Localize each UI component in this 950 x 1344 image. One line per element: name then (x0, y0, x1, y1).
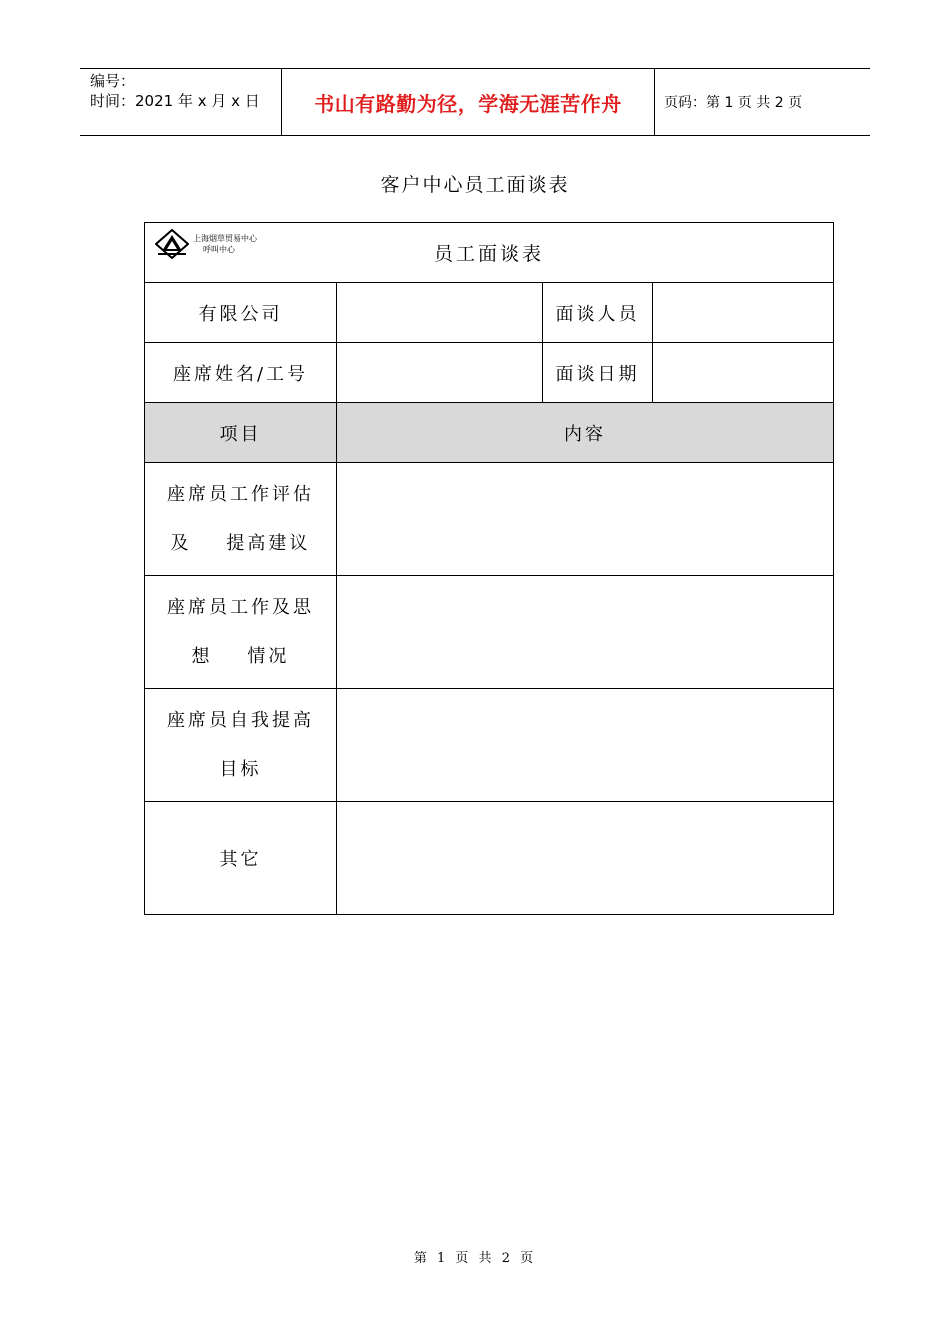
interview-form (144, 222, 834, 915)
self-improvement-content-field[interactable] (337, 689, 834, 802)
page-header (80, 68, 870, 136)
row-label-line: 座席员工作评估 (167, 484, 314, 505)
row-label-line: 想 情况 (191, 646, 290, 667)
logo-emblem-icon (155, 229, 189, 259)
document-number-label: 编号： (90, 72, 136, 90)
header-meta (90, 71, 280, 111)
company-logo (155, 229, 257, 259)
logo-text (193, 233, 257, 255)
logo-line-dept: 呼叫中心 (203, 245, 235, 254)
row-label-line: 目标 (219, 759, 262, 780)
other-content-field[interactable] (337, 802, 834, 915)
interviewer-field[interactable] (653, 283, 834, 343)
row-label-self-improvement (145, 689, 337, 802)
form-header-cell (145, 223, 834, 283)
table-row (145, 689, 834, 802)
agent-name-id-field[interactable] (337, 343, 543, 403)
row-label-other: 其它 (145, 802, 337, 915)
column-header-item: 项目 (145, 403, 337, 463)
table-row (145, 802, 834, 915)
company-label: 有限公司 (145, 283, 337, 343)
agent-name-id-label: 座席姓名/工号 (145, 343, 337, 403)
row-label-line: 座席员工作及思 (167, 597, 314, 618)
table-row (145, 576, 834, 689)
company-field[interactable] (337, 283, 543, 343)
header-divider-right (654, 69, 655, 135)
interview-date-field[interactable] (653, 343, 834, 403)
interviewer-label: 面谈人员 (543, 283, 653, 343)
document-title: 客户中心员工面谈表 (380, 174, 570, 196)
work-thoughts-content-field[interactable] (337, 576, 834, 689)
interview-date-label: 面谈日期 (543, 343, 653, 403)
row-label-line: 座席员自我提高 (167, 710, 314, 731)
row-label-line: 及 提高建议 (170, 533, 311, 554)
form-title: 员工面谈表 (434, 243, 545, 265)
header-motto: 书山有路勤为径，学海无涯苦作舟 (314, 91, 622, 116)
row-label-work-thoughts (145, 576, 337, 689)
logo-line-org: 上海烟草贸易中心 (193, 234, 257, 243)
row-label-evaluation (145, 463, 337, 576)
header-page-number: 页码：第 1 页 共 2 页 (664, 95, 803, 111)
evaluation-content-field[interactable] (337, 463, 834, 576)
column-header-content: 内容 (337, 403, 834, 463)
document-time-label: 时间：2021 年 x 月 x 日 (90, 92, 260, 110)
page-footer: 第 1 页 共 2 页 (413, 1251, 537, 1266)
table-row (145, 463, 834, 576)
